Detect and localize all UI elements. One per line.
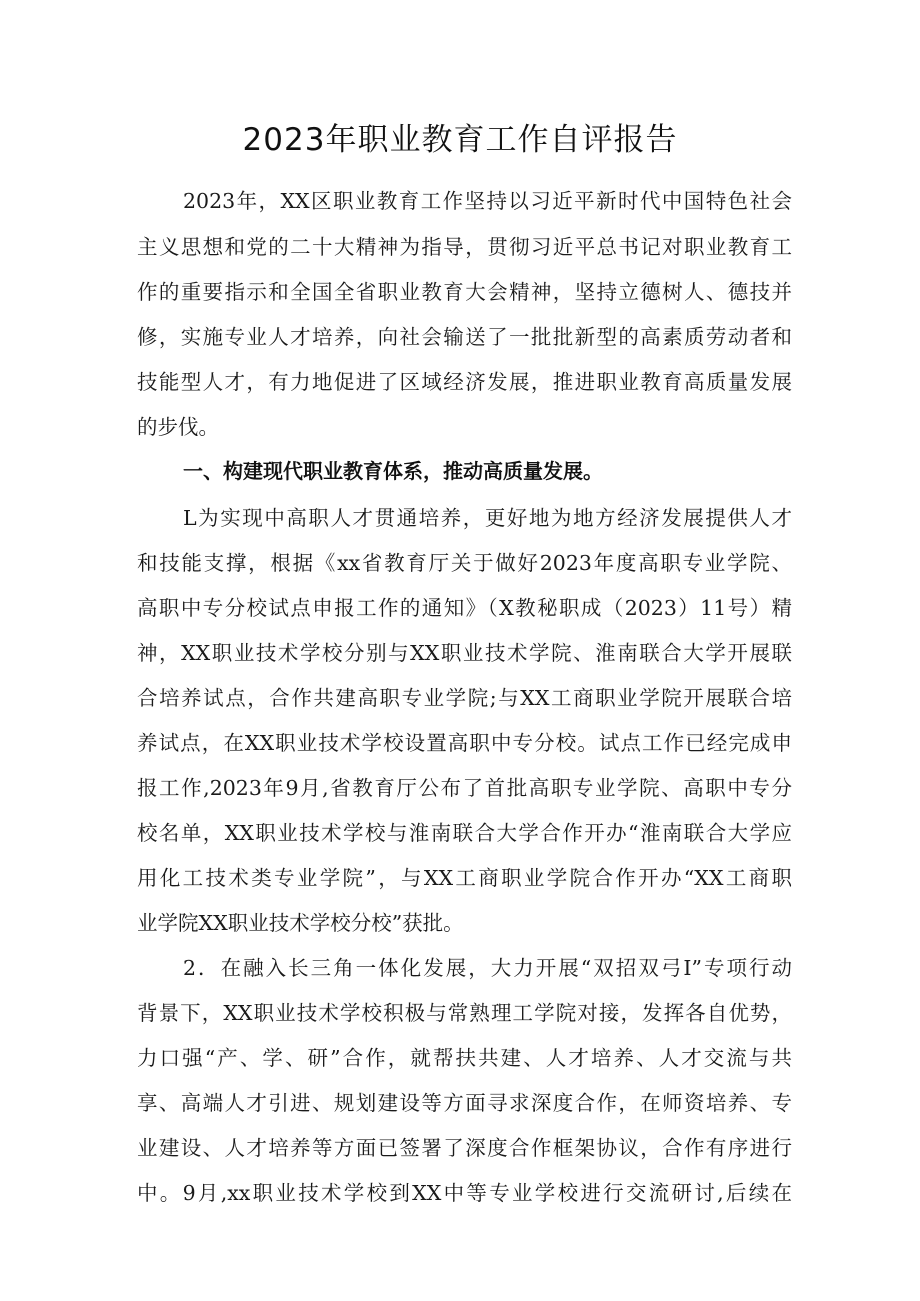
para1-line-6: 养试点，在XX职业技术学校设置高职中专分校。试点工作已经完成申 — [137, 731, 792, 755]
intro-line-5: 技能型人才，有力地促进了区域经济发展，推进职业教育高质量发展 — [137, 370, 792, 394]
intro-line-4: 修，实施专业人才培养，向社会输送了一批批新型的高素质劳动者和 — [137, 325, 792, 349]
para1-line-5: 合培养试点，合作共建高职专业学院;与XX工商职业学院开展联合培 — [137, 686, 792, 710]
para2-line-6: 中。9月,xx职业技术学校到XX中等专业学校进行交流研讨,后续在 — [137, 1181, 792, 1205]
para1-line-10: 业学院XX职业技术学校分校”获批。 — [137, 911, 464, 935]
para1-line-1: L为实现中高职人才贯通培养，更好地为地方经济发展提供人才 — [183, 506, 792, 530]
document-title: 2023年职业教育工作自评报告 — [242, 122, 678, 158]
para2-line-2: 背景下，XX职业技术学校积极与常熟理工学院对接，发挥各自优势， — [137, 1001, 792, 1025]
para2-line-4: 享、高端人才引进、规划建设等方面寻求深度合作，在师资培养、专 — [137, 1091, 792, 1115]
para1-line-3: 高职中专分校试点申报工作的通知》（X教秘职成（2023）11号）精 — [137, 596, 792, 620]
intro-line-1: 2023年，XX区职业教育工作坚持以习近平新时代中国特色社会 — [183, 189, 792, 213]
intro-line-6: 的步伐。 — [137, 415, 219, 439]
intro-line-2: 主义思想和党的二十大精神为指导，贯彻习近平总书记对职业教育工 — [137, 235, 792, 259]
para1-line-2: 和技能支撑，根据《xx省教育厅关于做好2023年度高职专业学院、 — [137, 551, 792, 575]
para2-line-1: 2．在融入长三角一体化发展，大力开展“双招双弓I”专项行动 — [183, 956, 792, 980]
para1-line-9: 用化工技术类专业学院”，与XX工商职业学院合作开办“XX工商职 — [137, 866, 792, 890]
para1-line-4: 神，XX职业技术学校分别与XX职业技术学院、淮南联合大学开展联 — [137, 641, 792, 665]
para1-line-7: 报工作,2023年9月,省教育厅公布了首批高职专业学院、高职中专分 — [137, 776, 792, 800]
para2-line-5: 业建设、人才培养等方面已签署了深度合作框架协议，合作有序进行 — [137, 1136, 792, 1160]
section-heading-1: 一、构建现代职业教育体系，推动高质量发展。 — [183, 459, 603, 483]
para1-line-8: 校名单，XX职业技术学校与淮南联合大学合作开办“淮南联合大学应 — [137, 821, 792, 845]
intro-line-3: 作的重要指示和全国全省职业教育大会精神，坚持立德树人、德技并 — [137, 280, 792, 304]
para2-line-3: 力口强“产、学、研”合作，就帮扶共建、人才培养、人才交流与共 — [137, 1046, 792, 1070]
